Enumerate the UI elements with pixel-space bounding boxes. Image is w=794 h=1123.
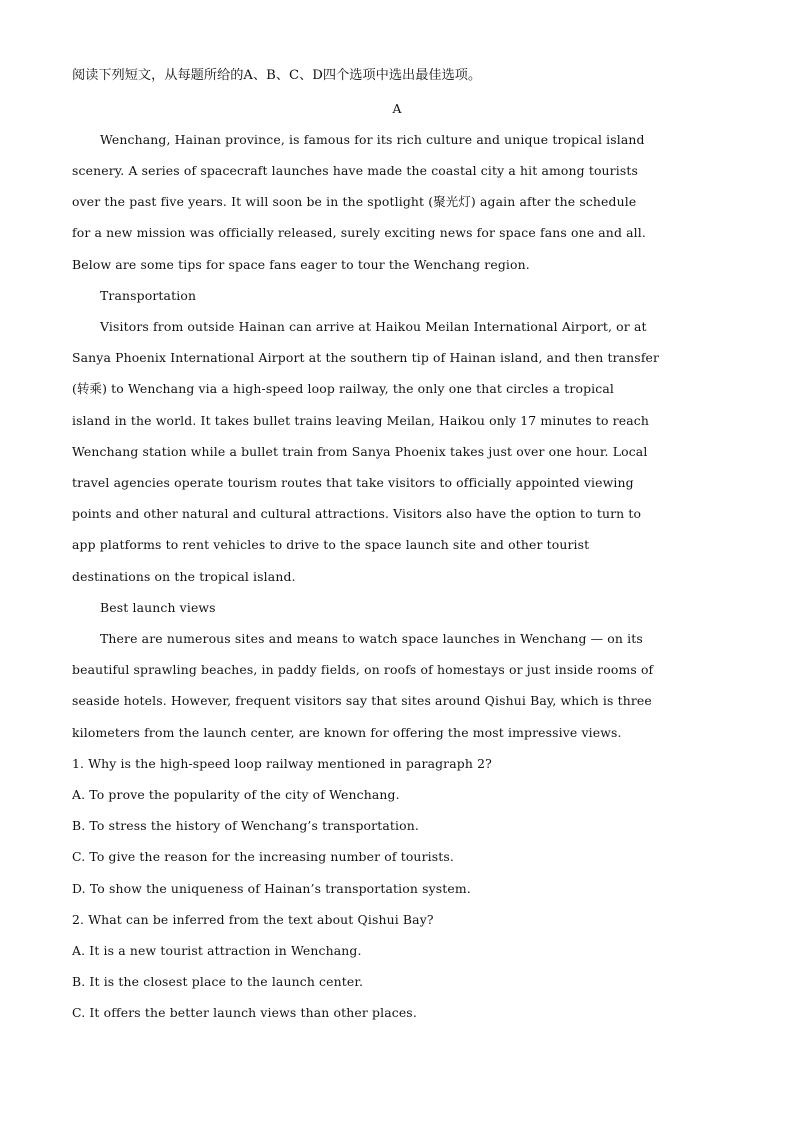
views-line: There are numerous sites and means to watch space launches in Wenchang — on its <box>100 631 643 646</box>
transportation-line: destinations on the tropical island. <box>72 569 296 584</box>
transportation-line: travel agencies operate tourism routes that take visitors to officially appointed viewing <box>72 475 634 490</box>
question-2-option-b: B. It is the closest place to the launch center. <box>72 974 364 989</box>
heading-launch-views: Best launch views <box>100 600 216 615</box>
passage-intro-line: scenery. A series of spacecraft launches have made the coastal city a hit among tourists <box>72 163 639 178</box>
question-2-option-c: C. It offers the better launch views than other places. <box>72 1005 417 1020</box>
transportation-line: (转乘) to Wenchang via a high-speed loop railway, the only one that circles a tropical <box>72 381 615 396</box>
question-1-option-d: D. To show the uniqueness of Hainan’s transportation system. <box>72 881 471 896</box>
section-label: A <box>392 101 402 116</box>
passage-intro-line: Wenchang, Hainan province, is famous for its rich culture and unique tropical island <box>100 132 645 147</box>
passage-intro-line: over the past five years. It will soon be in the spotlight (聚光灯) again after the schedule <box>72 194 637 209</box>
passage-intro-line: Below are some tips for space fans eager to tour the Wenchang region. <box>72 257 530 272</box>
passage-intro-line: for a new mission was officially released, surely exciting news for space fans one and all. <box>72 225 646 240</box>
instruction-text: 阅读下列短文，从每题所给的A、B、C、D四个选项中选出最佳选项。 <box>72 68 482 83</box>
question-1-option-b: B. To stress the history of Wenchang’s transportation. <box>72 818 419 833</box>
transportation-line: Visitors from outside Hainan can arrive at Haikou Meilan International Airport, or at <box>100 319 647 334</box>
question-1-option-a: A. To prove the popularity of the city of Wenchang. <box>72 787 400 802</box>
question-1-option-c: C. To give the reason for the increasing number of tourists. <box>72 849 454 864</box>
views-line: kilometers from the launch center, are known for offering the most impressive views. <box>72 725 622 740</box>
transportation-line: app platforms to rent vehicles to drive to the space launch site and other tourist <box>72 537 590 552</box>
transportation-line: Sanya Phoenix International Airport at the southern tip of Hainan island, and then transfer <box>72 350 660 365</box>
transportation-line: points and other natural and cultural attractions. Visitors also have the option to turn to <box>72 506 642 521</box>
views-line: beautiful sprawling beaches, in paddy fields, on roofs of homestays or just inside rooms of <box>72 662 654 677</box>
transportation-line: Wenchang station while a bullet train from Sanya Phoenix takes just over one hour. Local <box>72 444 648 459</box>
heading-transportation: Transportation <box>100 288 197 303</box>
question-2-stem: 2. What can be inferred from the text about Qishui Bay? <box>72 912 434 927</box>
question-2-option-a: A. It is a new tourist attraction in Wenchang. <box>72 943 362 958</box>
question-1-stem: 1. Why is the high-speed loop railway mentioned in paragraph 2? <box>72 756 492 771</box>
transportation-line: island in the world. It takes bullet trains leaving Meilan, Haikou only 17 minutes to reach <box>72 413 649 428</box>
views-line: seaside hotels. However, frequent visitors say that sites around Qishui Bay, which is three <box>72 693 652 708</box>
